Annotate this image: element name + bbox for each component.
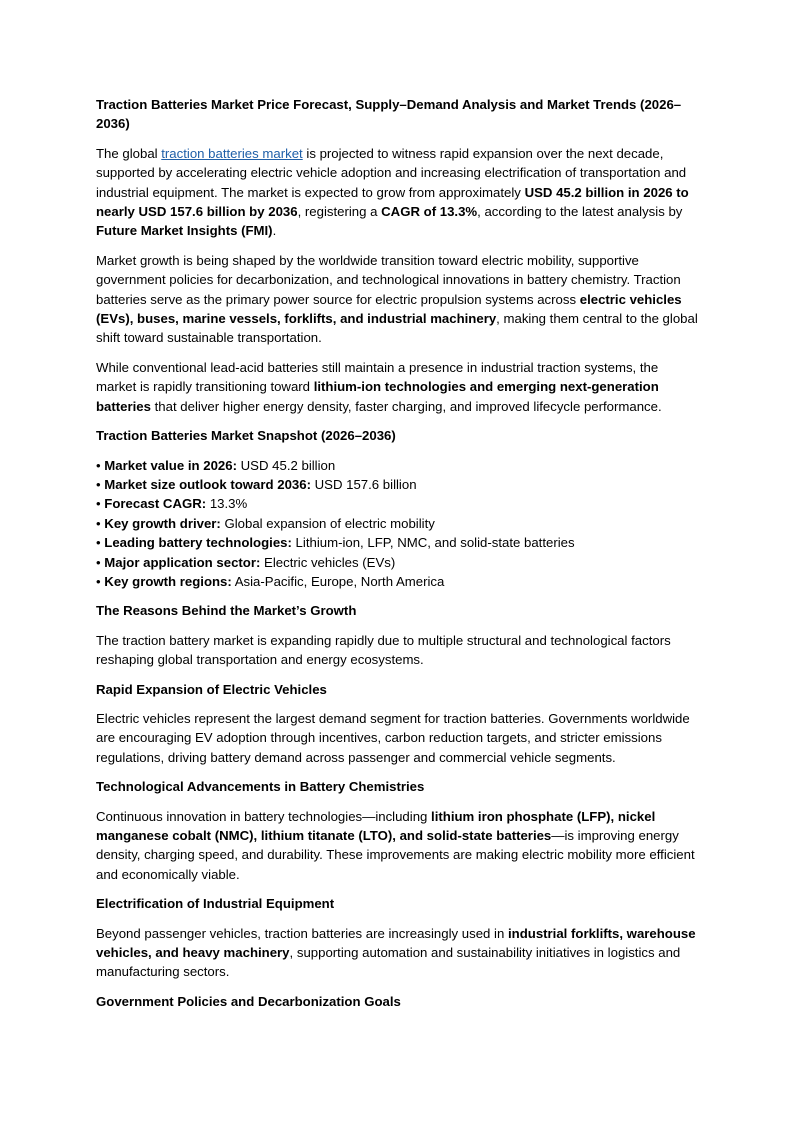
- policy-heading: Government Policies and Decarbonization Goals: [96, 993, 401, 1009]
- snapshot-label: Leading battery technologies:: [104, 535, 292, 551]
- intro-text-3: , registering a: [297, 204, 382, 220]
- snapshot-label: Forecast CAGR:: [104, 496, 207, 512]
- p3-technologies: lithium-ion technologies and emerging next-generation batteries: [96, 379, 659, 414]
- tech-text-2: —is improving energy density, charging speed, and durability. These improvements are making electric mobility more efficient and economically viable.: [96, 828, 695, 882]
- document-page: [96, 95, 702, 1021]
- snapshot-label: Market size outlook toward 2036:: [104, 476, 311, 492]
- snapshot-label: Key growth regions:: [104, 573, 232, 589]
- tech-paragraph: [96, 807, 702, 885]
- intro-text-4: , according to the latest analysis by: [477, 204, 683, 220]
- intro-text-5: .: [272, 223, 277, 239]
- industrial-heading: Electrification of Industrial Equipment: [96, 896, 335, 912]
- list-item: [96, 456, 702, 475]
- traction-batteries-market-link[interactable]: traction batteries market: [161, 145, 303, 161]
- snapshot-value: USD 157.6 billion: [310, 476, 417, 492]
- industrial-text-2: , supporting automation and sustainability initiatives in logistics and manufacturing sectors.: [96, 945, 681, 980]
- tech-text-1: Continuous innovation in battery technologies—including: [96, 808, 432, 824]
- ev-heading: Rapid Expansion of Electric Vehicles: [96, 681, 327, 697]
- bullet-glyph: •: [96, 535, 101, 551]
- snapshot-heading: Traction Batteries Market Snapshot (2026–2036): [96, 428, 396, 444]
- bullet-glyph: •: [96, 515, 101, 531]
- growth-drivers-paragraph: [96, 251, 702, 348]
- snapshot-label: Key growth driver:: [104, 515, 221, 531]
- intro-source: Future Market Insights (FMI): [96, 223, 273, 239]
- intro-cagr: CAGR of 13.3%: [381, 204, 478, 220]
- bullet-glyph: •: [96, 554, 101, 570]
- p2-text-2: , making them central to the global shift toward sustainable transportation.: [96, 311, 698, 346]
- snapshot-list: [96, 456, 702, 592]
- snapshot-value: USD 45.2 billion: [236, 457, 336, 473]
- snapshot-value: Lithium-ion, LFP, NMC, and solid-state batteries: [291, 535, 575, 551]
- intro-paragraph: [96, 144, 702, 241]
- industrial-equipment: industrial forklifts, warehouse vehicles, and heavy machinery: [96, 925, 696, 961]
- intro-text-1: The global: [96, 145, 162, 161]
- industrial-text-1: Beyond passenger vehicles, traction batteries are increasingly used in: [96, 925, 508, 941]
- p3-text-2: that deliver higher energy density, faster charging, and improved lifecycle performance.: [150, 398, 662, 414]
- ev-paragraph: Electric vehicles represent the largest demand segment for traction batteries. Governments worldwide are encouraging EV adoption through incentives, carbon reduction targets, and stricter emissions regulations, driving battery demand across passenger and commercial vehicle segments.: [96, 710, 690, 765]
- technology-transition-paragraph: [96, 358, 702, 416]
- list-item: [96, 572, 702, 591]
- bullet-glyph: •: [96, 496, 101, 512]
- list-item: [96, 494, 702, 513]
- list-item: [96, 514, 702, 533]
- intro-text-2: is projected to witness rapid expansion over the next decade, supported by accelerating electric vehicle adoption and increasing electrification of transportation and industrial equipment. The market is expected to grow from approximately: [96, 145, 687, 200]
- list-item: [96, 475, 702, 494]
- tech-heading: Technological Advancements in Battery Chemistries: [96, 779, 425, 795]
- p2-applications: electric vehicles (EVs), buses, marine vessels, forklifts, and industrial machinery: [96, 291, 682, 327]
- reasons-paragraph: The traction battery market is expanding rapidly due to multiple structural and technological factors reshaping global transportation and energy ecosystems.: [96, 632, 671, 668]
- reasons-heading: The Reasons Behind the Market’s Growth: [96, 603, 357, 619]
- snapshot-label: Major application sector:: [104, 554, 261, 570]
- snapshot-value: 13.3%: [206, 496, 248, 512]
- p3-text-1: While conventional lead-acid batteries still maintain a presence in industrial traction systems, the market is rapidly transitioning toward: [96, 359, 659, 395]
- snapshot-value: Global expansion of electric mobility: [220, 515, 435, 531]
- snapshot-value: Electric vehicles (EVs): [260, 554, 396, 570]
- list-item: [96, 553, 702, 572]
- tech-chemistries: lithium iron phosphate (LFP), nickel manganese cobalt (NMC), lithium titanate (LTO), and solid-state batteries: [96, 808, 656, 843]
- list-item: [96, 533, 702, 552]
- snapshot-label: Market value in 2026:: [104, 457, 237, 473]
- bullet-glyph: •: [96, 476, 101, 492]
- intro-market-size: USD 45.2 billion in 2026 to nearly USD 157.6 billion by 2036: [96, 184, 689, 220]
- bullet-glyph: •: [96, 573, 101, 589]
- snapshot-value: Asia-Pacific, Europe, North America: [231, 573, 445, 589]
- p2-text-1: Market growth is being shaped by the worldwide transition toward electric mobility, supportive government policies for decarbonization, and technological innovations in battery chemistry. Traction batteries serve as the primary power source for electric propulsion systems across: [96, 252, 681, 307]
- industrial-paragraph: [96, 924, 702, 982]
- document-title: Traction Batteries Market Price Forecast, Supply–Demand Analysis and Market Trends (2026–2036): [96, 97, 682, 132]
- bullet-glyph: •: [96, 457, 101, 473]
